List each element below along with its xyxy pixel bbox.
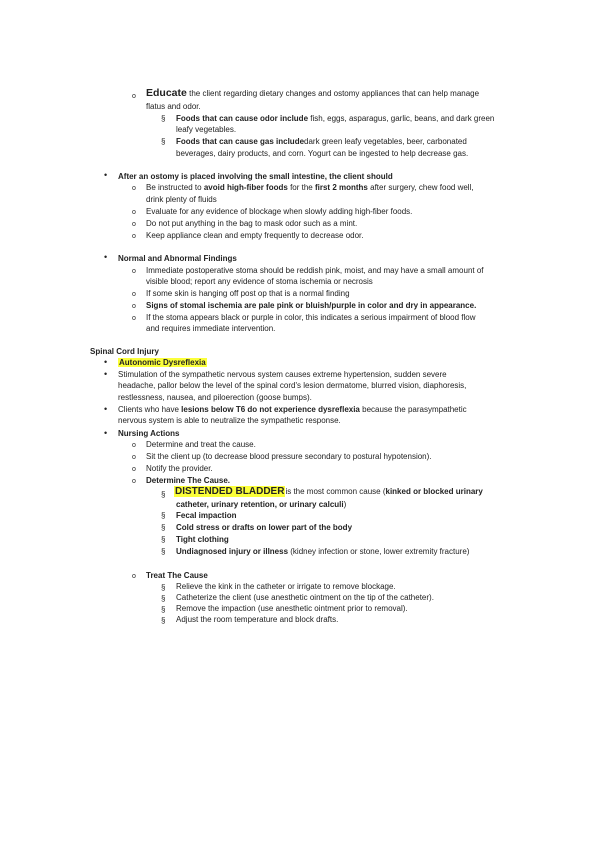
stimulation-line1: Stimulation of the sympathetic nervous system causes extreme hypertension, sudden severe: [118, 370, 447, 379]
cause-undiagnosed-injury: Undiagnosed injury or illness (kidney infection or stone, lower extremity fracture): [176, 547, 470, 556]
findings-item-2: If some skin is hanging off post op that is a normal finding: [146, 289, 350, 298]
after-ostomy-heading: After an ostomy is placed involving the small intestine, the client should: [118, 172, 393, 181]
after-ostomy-item-4: Keep appliance clean and empty frequently to decrease odor.: [146, 231, 364, 240]
odor-foods: Foods that can cause odor include fish, eggs, asparagus, garlic, beans, and dark green: [176, 114, 495, 123]
bullet-o: o: [132, 454, 136, 461]
findings-heading: Normal and Abnormal Findings: [118, 254, 237, 263]
educate-line1: [146, 88, 479, 99]
treat-item-4: Adjust the room temperature and block drafts.: [176, 615, 339, 624]
nursing-item-3: Notify the provider.: [146, 464, 213, 473]
bullet-section: §: [161, 490, 166, 499]
treat-cause-heading: Treat The Cause: [146, 571, 208, 580]
stimulation-line3: restlessness, nausea, and piloerection (goose bumps).: [118, 393, 312, 402]
bullet-section: §: [161, 594, 166, 603]
cause-fecal-impaction: Fecal impaction: [176, 511, 237, 520]
nursing-actions-heading: Nursing Actions: [118, 429, 180, 438]
bullet-section: §: [161, 605, 166, 614]
bullet-section: §: [161, 547, 166, 556]
treat-item-2: Catheterize the client (use anesthetic ointment on the tip of the catheter).: [176, 593, 434, 602]
bullet-dot: •: [104, 252, 108, 262]
cause-distended-bladder-line2: catheter, urinary retention, or urinary calculi): [176, 500, 347, 509]
gas-foods: Foods that can cause gas includedark green leafy vegetables, beer, carbonated: [176, 137, 467, 146]
bullet-o: o: [132, 573, 136, 580]
stimulation-line2: headache, pallor below the level of the spinal cord's lesion dermatome, blurred vision, diaphoresis,: [118, 381, 467, 390]
bullet-dot: •: [104, 428, 108, 438]
bullet-o: o: [132, 93, 136, 100]
bullet-section: §: [161, 535, 166, 544]
bullet-section: §: [161, 114, 166, 123]
bullet-o: o: [132, 233, 136, 240]
after-ostomy-item-1: Be instructed to avoid high-fiber foods for the first 2 months after surgery, chew food well,: [146, 183, 474, 192]
bullet-o: o: [132, 315, 136, 322]
bullet-o: o: [132, 291, 136, 298]
bullet-section: §: [161, 137, 166, 146]
findings-item-3: Signs of stomal ischemia are pale pink or bluish/purple in color and dry in appearance.: [146, 301, 477, 310]
clients-t6-line1: Clients who have lesions below T6 do not experience dysreflexia because the parasympathetic: [118, 405, 467, 414]
bullet-section: §: [161, 616, 166, 625]
gas-foods-line2: beverages, dairy products, and corn. Yogurt can be ingested to help decrease gas.: [176, 149, 469, 158]
bullet-o: o: [132, 185, 136, 192]
bullet-dot: •: [104, 170, 108, 180]
findings-item-4: If the stoma appears black or purple in color, this indicates a serious impairment of blood flow: [146, 313, 476, 322]
findings-item-1-line2: visible blood; report any evidence of stoma ischemia or necrosis: [146, 277, 373, 286]
bullet-dot: •: [104, 369, 108, 379]
findings-item-1: Immediate postoperative stoma should be reddish pink, moist, and may have a small amount of: [146, 266, 484, 275]
nursing-item-4: Determine The Cause.: [146, 476, 231, 485]
findings-item-4-line2: and requires immediate intervention.: [146, 324, 276, 333]
bullet-o: o: [132, 478, 136, 485]
bullet-section: §: [161, 511, 166, 520]
bullet-section: §: [161, 583, 166, 592]
bullet-dot: •: [104, 357, 108, 367]
bullet-o: o: [132, 268, 136, 275]
after-ostomy-item-1-line2: drink plenty of fluids: [146, 195, 217, 204]
after-ostomy-item-2: Evaluate for any evidence of blockage when slowly adding high-fiber foods.: [146, 207, 413, 216]
bullet-o: o: [132, 466, 136, 473]
autonomic-dysreflexia-heading: Autonomic Dysreflexia: [119, 358, 206, 367]
educate-text: the client regarding dietary changes and ostomy appliances that can help manage: [189, 89, 480, 98]
nursing-item-2: Sit the client up (to decrease blood pressure secondary to postural hypotension).: [146, 452, 432, 461]
clients-t6-line2: nervous system is able to neutralize the sympathetic response.: [118, 416, 341, 425]
odor-foods-line2: leafy vegetables.: [176, 125, 237, 134]
cause-cold-stress: Cold stress or drafts on lower part of the body: [176, 523, 353, 532]
after-ostomy-item-3: Do not put anything in the bag to mask odor such as a mint.: [146, 219, 358, 228]
treat-item-1: Relieve the kink in the catheter or irrigate to remove blockage.: [176, 582, 396, 591]
treat-item-3: Remove the impaction (use anesthetic ointment prior to removal).: [176, 604, 408, 613]
bullet-o: o: [132, 221, 136, 228]
educate-line2: flatus and odor.: [146, 102, 201, 111]
bullet-dot: •: [104, 404, 108, 414]
bullet-section: §: [161, 523, 166, 532]
cause-distended-bladder: DISTENDED BLADDERis the most common cause (kinked or blocked urinary: [175, 486, 483, 497]
bullet-o: o: [132, 303, 136, 310]
section-title: Spinal Cord Injury: [90, 347, 159, 356]
bullet-o: o: [132, 442, 136, 449]
educate-word: Educate: [146, 87, 187, 99]
nursing-item-1: Determine and treat the cause.: [146, 440, 256, 449]
bullet-o: o: [132, 209, 136, 216]
cause-tight-clothing: Tight clothing: [176, 535, 229, 544]
